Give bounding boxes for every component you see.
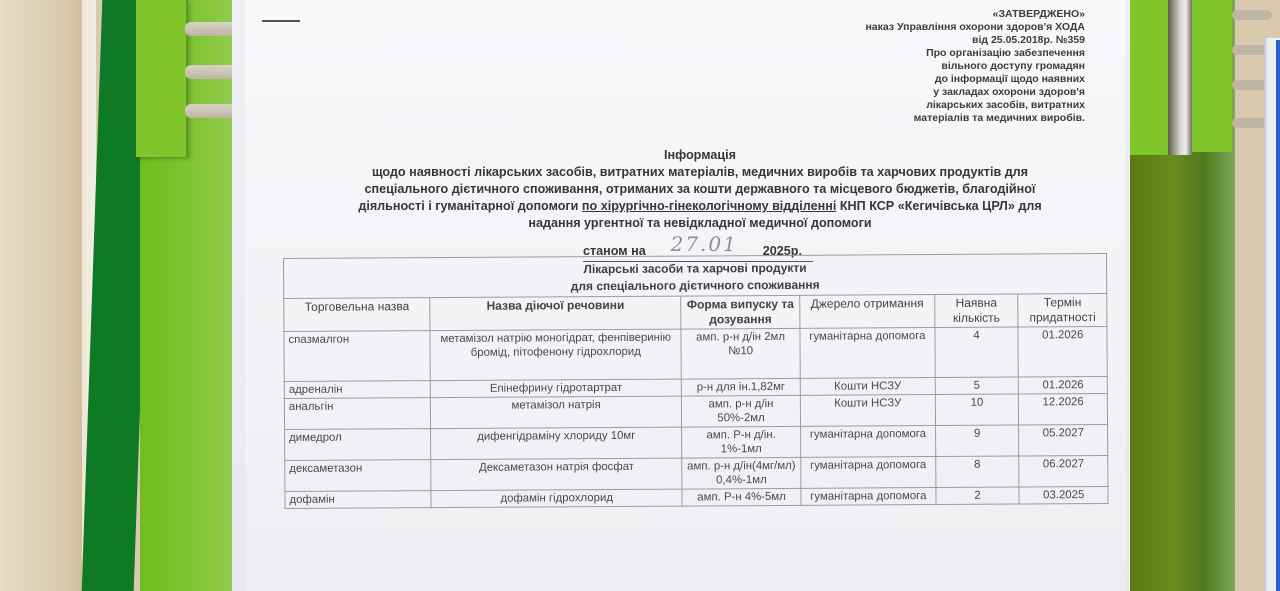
cell-quantity: 9 [935,425,1019,457]
cell-source: гуманітарна допомога [801,426,936,458]
display-clip-left [136,0,188,157]
approval-line: від 25.05.2018р. №359 [972,34,1085,46]
column-header-expiry: Термін придатності [1018,293,1107,327]
table-row [284,393,1107,429]
cell-form: амп. р-н д/ін(4мг/мл) 0,4%-1мл [682,457,801,489]
as-of-year: 2025р. [762,244,802,258]
cell-source: гуманітарна допомога [801,457,936,489]
cell-substance: метамізол натрію моногідрат, фенпіверинію бромід, пітофенону гідрохлорид [430,329,681,381]
heading-line: щодо наявності лікарських засобів, витратних матеріалів, медичних виробів та харчових продуктів для [371,165,1029,179]
document-sheet [245,0,1125,591]
column-header-form: Форма випуску та дозування [681,295,800,329]
signature-line [262,20,300,22]
cell-substance: метамізол натрія [431,396,682,429]
cell-source: Кошти НСЗУ [800,395,935,427]
wall-background [0,0,95,591]
cell-expiry: 12.2026 [1019,393,1108,425]
cell-source: гуманітарна допомога [800,328,935,379]
cell-form: амп. Р-н 4%-5мл [682,488,801,506]
cell-expiry: 05.2027 [1019,424,1108,456]
cell-quantity: 2 [936,487,1020,505]
column-header-source: Джерело отримання [800,295,935,329]
document-title: Інформація [664,148,736,162]
approval-line: у закладах охорони здоров'я [933,86,1085,98]
table-caption [284,253,1107,298]
adjacent-sheet-edge [1276,40,1280,591]
heading-line: спеціального дієтичного споживання, отриманих за кошти державного та місцевого бюджетів, благодійної [364,182,1036,196]
cell-form: амп. р-н д/ін 2мл №10 [681,328,800,379]
table-row [285,424,1108,460]
cell-substance: дифенгідраміну хлориду 10мг [431,427,682,460]
cell-expiry: 03.2025 [1019,486,1108,504]
approval-line: Про організацію забезпечення [926,47,1085,59]
medicines-table [283,253,1109,509]
table-header-row [284,293,1107,331]
cell-form: амп. Р-н д/ін. 1%-1мл [682,426,801,458]
approval-line: наказ Управління охорони здоров'я ХОДА [865,21,1085,33]
cell-substance: дофамін гідрохлорид [431,489,682,508]
table-caption-line: Лікарські засоби та харчові продукти [583,260,807,277]
cell-quantity: 5 [935,377,1019,395]
approval-line: вільного доступу громадян [941,60,1085,72]
approval-line: «ЗАТВЕРДЖЕНО» [992,8,1085,20]
column-header-quantity: Наявна кількість [934,294,1018,328]
rail [1232,10,1272,20]
approval-stamp-block [765,8,1085,125]
column-header-trade-name: Торговельна назва [284,298,431,332]
cell-expiry: 01.2026 [1018,326,1107,377]
display-clip-right [1130,0,1168,155]
as-of-label: станом на [583,244,646,258]
cell-form: амп. р-н д/ін 50%-2мл [681,395,800,427]
cell-trade-name: димедрол [285,429,432,461]
column-header-substance: Назва діючої речовини [430,296,681,331]
heading-text: діяльності і гуманітарної допомоги [358,199,582,213]
approval-line: до інформації щодо наявних [934,73,1085,85]
cell-quantity: 10 [935,394,1019,426]
cell-quantity: 8 [935,456,1019,488]
cell-substance: Дексаметазон натрія фосфат [431,458,682,491]
clip-rod [1168,0,1193,155]
table-row [285,455,1108,491]
document-heading [285,147,1115,232]
display-clip-right-2 [1192,0,1232,152]
heading-line [285,198,1115,215]
cell-trade-name: анальгін [284,398,431,430]
table-caption-row [284,253,1107,298]
cell-expiry: 06.2027 [1019,455,1108,487]
table-caption-line: для спеціального дієтичного споживання [570,277,820,294]
cell-quantity: 4 [935,327,1019,378]
table-row [285,486,1108,508]
approval-line: матеріалів та медичних виробів. [913,112,1085,124]
table-row [284,326,1107,381]
cell-source: гуманітарна допомога [801,488,936,506]
department-name: по хірургічно-гінекологічному відділенні [581,199,837,213]
cell-substance: Епінефрину гідротартрат [431,379,682,398]
cell-expiry: 01.2026 [1019,376,1108,394]
approval-line: лікарських засобів, витратних [926,99,1085,111]
heading-line: надання ургентної та невідкладної медичної допомоги [528,216,872,230]
heading-text: КНП КСР «Кегичівська ЦРЛ» для [836,199,1042,213]
cell-trade-name: спазмалгон [284,331,431,382]
cell-trade-name: дофамін [285,491,432,509]
handwritten-date: 27.01 [670,232,738,256]
cell-source: Кошти НСЗУ [800,378,935,396]
cell-form: р-н для ін.1,82мг [681,378,800,396]
cell-trade-name: адреналін [284,381,431,399]
cell-trade-name: дексаметазон [285,460,432,492]
